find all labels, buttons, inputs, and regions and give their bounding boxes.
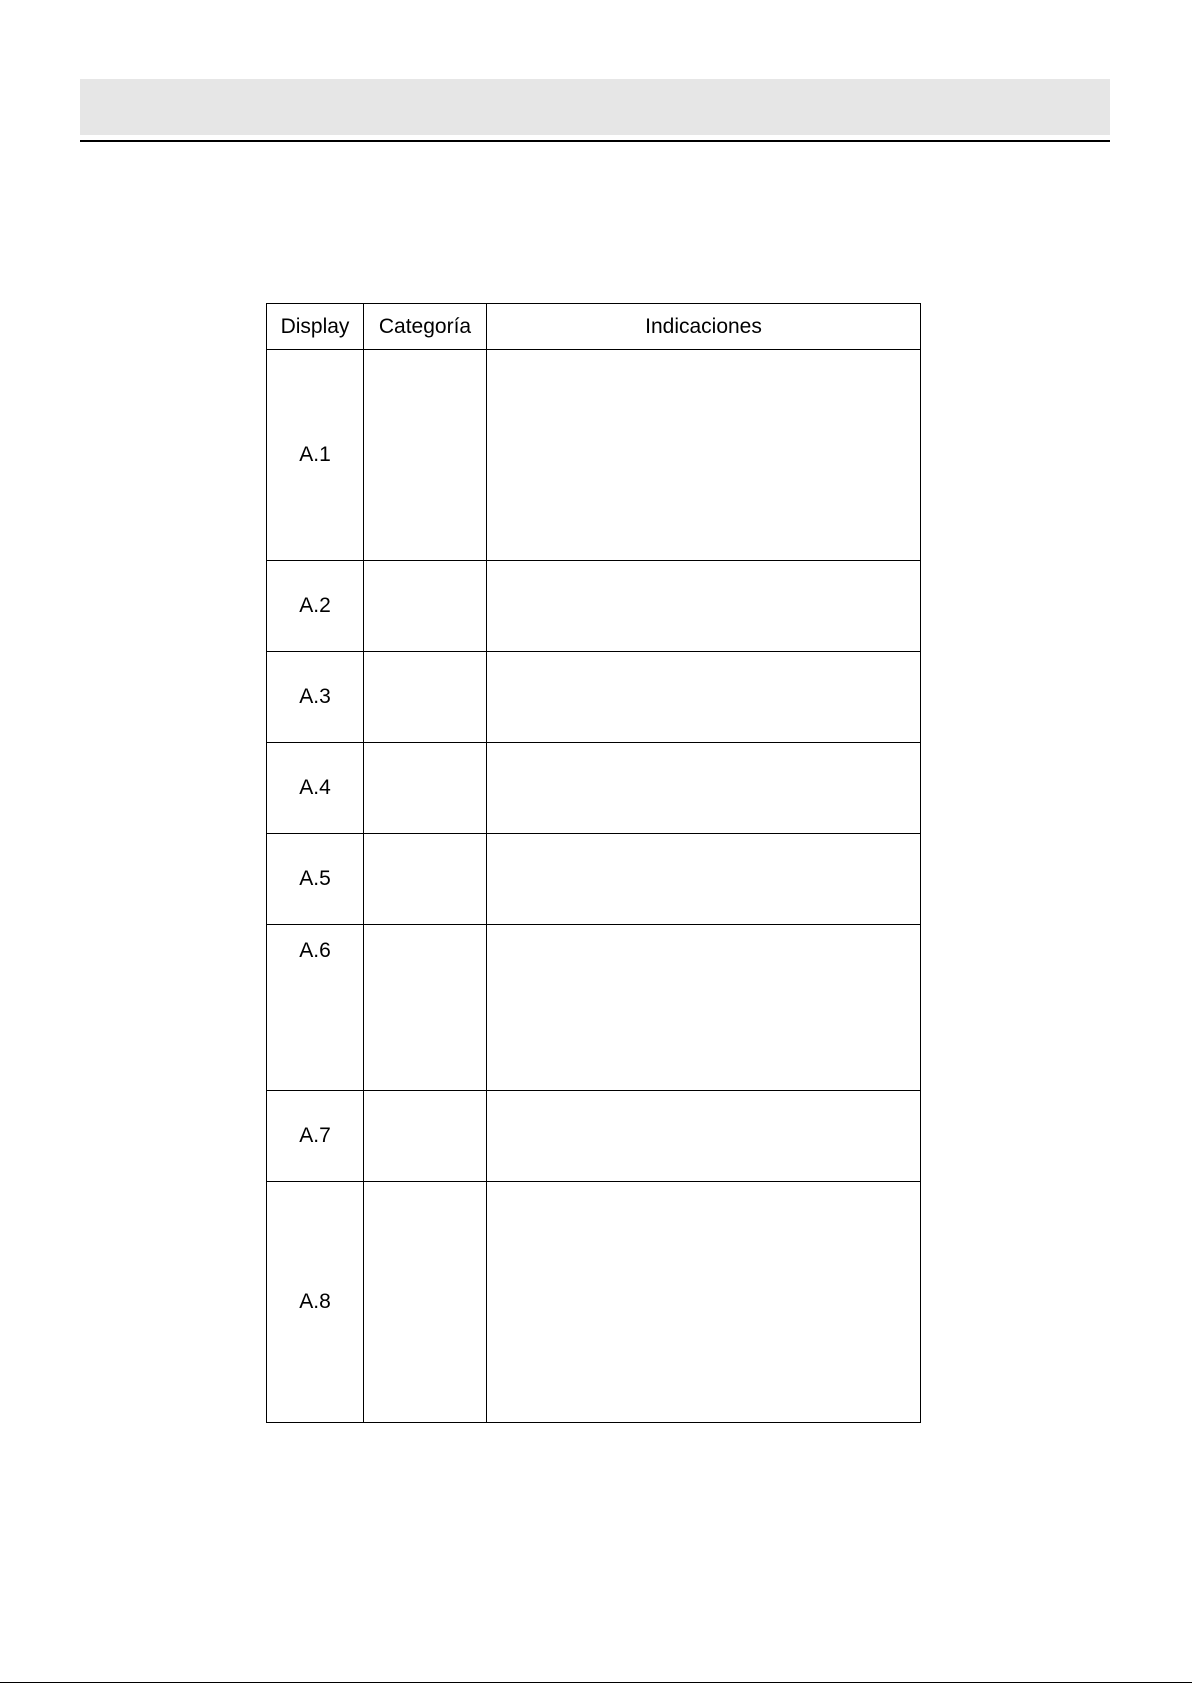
category-cell [364,834,487,925]
display-code: A.8 [267,1182,364,1423]
table-row [267,1182,921,1423]
table-row [267,925,921,1091]
indications-cell [487,1091,921,1182]
display-codes-table [266,303,921,1423]
table-row [267,561,921,652]
table-row [267,834,921,925]
indications-cell [487,925,921,1091]
category-cell [364,1182,487,1423]
category-cell [364,925,487,1091]
category-cell [364,652,487,743]
indications-cell [487,561,921,652]
display-code: A.6 [267,925,364,1091]
header-category: Categoría [364,304,487,350]
indications-cell [487,1182,921,1423]
display-code: A.5 [267,834,364,925]
display-code: A.2 [267,561,364,652]
page-bottom-rule [0,1682,1192,1683]
table-row [267,350,921,561]
indications-cell [487,743,921,834]
page-header-band [80,79,1110,135]
display-code: A.7 [267,1091,364,1182]
display-code: A.3 [267,652,364,743]
header-indications: Indicaciones [487,304,921,350]
display-code: A.4 [267,743,364,834]
table-row [267,743,921,834]
display-code: A.1 [267,350,364,561]
category-cell [364,1091,487,1182]
category-cell [364,561,487,652]
table-row [267,1091,921,1182]
indications-cell [487,834,921,925]
indications-cell [487,652,921,743]
table-header-row [267,304,921,350]
category-cell [364,743,487,834]
table-row [267,652,921,743]
header-divider [80,140,1110,142]
header-display: Display [267,304,364,350]
category-cell [364,350,487,561]
indications-cell [487,350,921,561]
